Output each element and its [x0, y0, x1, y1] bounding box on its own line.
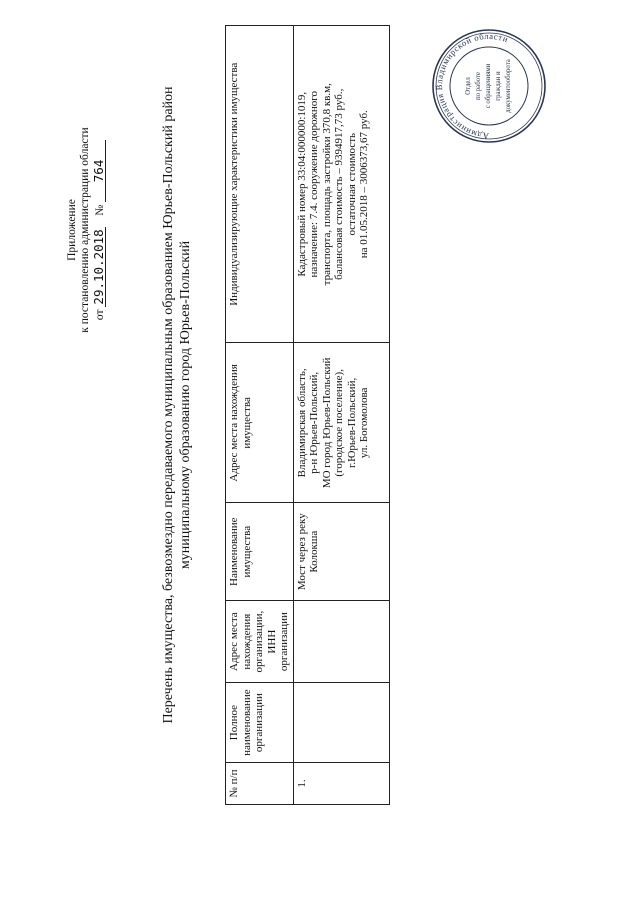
property-table: [225, 25, 390, 805]
characteristic-line: на 01.05.2018 – 3006373,67 руб.: [358, 110, 370, 259]
characteristic-line: остаточная стоимость: [345, 132, 358, 236]
address-line: р-н Юрьев-Польский,: [308, 371, 320, 474]
official-seal: [430, 27, 548, 145]
seal-inner-line: документооборота: [505, 59, 512, 113]
resolution-number: 764: [92, 140, 106, 202]
appendix-label: Приложение: [66, 199, 78, 261]
cell-org-name: [293, 683, 389, 763]
characteristic-line: балансовая стоимость – 9394917,73 руб.,: [333, 88, 345, 280]
seal-inner-line: с обращениями: [485, 63, 492, 109]
address-line: МО город Юрьев-Польский: [320, 357, 333, 489]
characteristic-line: назначение: 7.4. сооружение дорожного: [308, 91, 320, 278]
seal-inner-line: по работе: [475, 72, 482, 100]
seal-inner-line: Отдел: [465, 77, 472, 95]
header-org-address: Адрес места нахождения организации, ИНН организации: [226, 601, 294, 683]
address-line: (городское поселение),: [333, 369, 345, 477]
address-line: Владимирская область,: [295, 368, 308, 478]
header-property-address: Адрес места нахождения имущества: [226, 343, 294, 503]
address-line: ул. Богомолова: [358, 387, 370, 459]
date-prefix: от: [94, 309, 106, 321]
characteristic-line: транспорта, площадь застройки 370,8 кв.м,: [320, 83, 333, 286]
number-prefix: №: [94, 204, 106, 216]
header-org-name: Полное наименование организации: [226, 683, 294, 763]
cell-characteristics: [293, 26, 389, 343]
seal-inner-line: граждан и: [495, 71, 502, 101]
characteristic-line: Кадастровый номер 33:04:000000:1019,: [295, 91, 308, 277]
appendix-header: [66, 85, 107, 375]
header-number: № п/п: [226, 763, 294, 805]
cell-property-address: [293, 343, 389, 503]
resolution-date: 29.10.2018: [91, 229, 106, 305]
appendix-date-number-line: [92, 85, 107, 375]
appendix-resolution-line: к постановлению администрации области: [79, 127, 91, 333]
cell-org-address: [293, 601, 389, 683]
table-header-row: [226, 26, 294, 805]
document-title: [160, 55, 194, 755]
seal-ring-text: Администрация Владимирской области: [433, 30, 510, 142]
header-characteristics: Индивидуализирующие характеристики имущества: [226, 26, 294, 343]
header-property-name: Наименование имущества: [226, 503, 294, 601]
title-line-2: муниципальному образованию город Юрьев-Польский: [178, 240, 193, 570]
seal-graphic: [430, 27, 548, 145]
title-line-1: Перечень имущества, безвозмездно передаваемого муниципальным образованием Юрьев-Польский район: [161, 86, 176, 724]
table-row: [293, 26, 389, 805]
cell-property-name: Мост через реку Колокша: [293, 503, 389, 601]
address-line: г.Юрьев-Польский,: [345, 377, 358, 468]
cell-number: 1.: [293, 763, 389, 805]
